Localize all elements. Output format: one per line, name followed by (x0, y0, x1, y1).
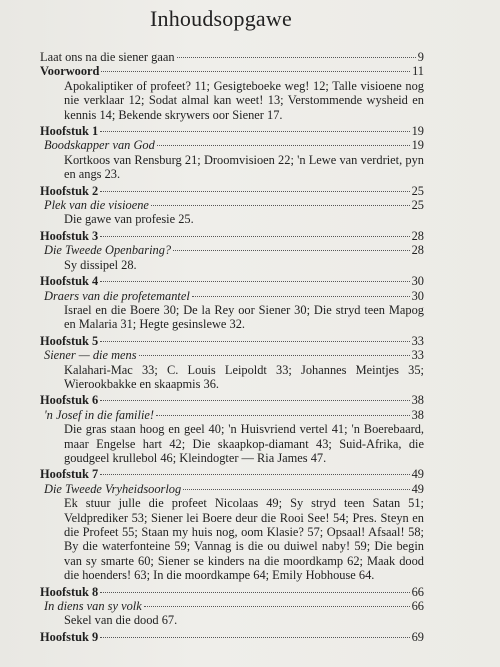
toc-page-number: 30 (411, 288, 424, 303)
toc-page-number: 49 (411, 481, 424, 496)
dot-leader (100, 191, 409, 192)
toc-page-number: 49 (411, 467, 424, 482)
toc-page-number: 33 (411, 348, 424, 363)
dot-leader (156, 415, 410, 416)
toc-chapter-entry[interactable] (40, 393, 424, 407)
toc-page-number: 9 (417, 50, 424, 64)
toc-entry-label: Hoofstuk 9 (40, 629, 99, 644)
toc-chapter-entry[interactable] (40, 585, 424, 599)
dot-leader (100, 637, 409, 638)
toc-description: Ek stuur julle die profeet Nicolaas 49; Sy stryd teen Satan 51; Veldprediker 53; Siener lei Boere deur die Rooi See! 54; Pres. Steyn en die Profeet 55; Staan my huis nog, oom Klasie? 57; Opsaal! Afsaal! 58; By die waterfonteine 59; Vannag is die ou duiwel naby! 59; Die begin van sy smarte 60; Siener se kinders na die moordkamp 62; Maak dood die hoenders! 63; In die moordkampe 64; Emily Hobhouse 64. (64, 496, 424, 583)
toc-chapter-entry[interactable] (40, 467, 424, 481)
dot-leader (139, 355, 410, 356)
dot-leader (192, 296, 410, 297)
toc-entry-label: Hoofstuk 7 (40, 467, 99, 482)
toc-page-number: 25 (411, 198, 424, 213)
toc-page-number: 66 (411, 599, 424, 614)
toc-description: Sekel van die dood 67. (64, 613, 178, 628)
toc-entry-label: Laat ons na die siener gaan (40, 50, 175, 64)
toc-description: Die gras staan hoog en geel 40; 'n Huisvriend vertel 41; 'n Boerebaard, maar Engelse hart 42; Die skaapkop-diamant 43; Suid-Afrika, die goudgeel krullebol 46; Kleindogter — Ria James 47. (64, 422, 424, 465)
dot-leader (100, 236, 409, 237)
toc-page-number: 30 (411, 274, 424, 289)
toc-entry-label: Hoofstuk 1 (40, 124, 99, 139)
toc-entry-label: Voorwoord (40, 64, 100, 79)
toc-chapter-entry[interactable] (40, 229, 424, 243)
toc-chapter-title-entry[interactable] (40, 482, 424, 496)
toc-page-number: 19 (411, 138, 424, 153)
toc-chapter-title-entry[interactable] (40, 289, 424, 303)
toc-description: Kalahari-Mac 33; C. Louis Leipoldt 33; Johannes Meintjes 35; Wierookbakke en skaapmis 36. (64, 362, 424, 391)
toc-entry-label: 'n Josef in die familie! (44, 407, 155, 422)
toc-page-number: 33 (411, 333, 424, 348)
toc-chapter-entry[interactable] (40, 630, 424, 644)
toc-entry-label: Hoofstuk 5 (40, 333, 99, 348)
toc-page-number: 19 (411, 124, 424, 139)
toc-chapter-title-entry[interactable] (40, 198, 424, 212)
toc-page-number: 38 (411, 393, 424, 408)
page-title: Inhoudsopgawe (150, 6, 292, 31)
dot-leader (101, 71, 410, 72)
toc-page-number: 69 (411, 629, 424, 644)
toc-description: Sy dissipel 28. (64, 257, 137, 272)
dot-leader (157, 145, 410, 146)
toc-page-number: 28 (411, 228, 424, 243)
toc-entry-label: Die Tweede Openbaring? (44, 243, 172, 258)
toc-page-number: 28 (411, 243, 424, 258)
toc-page-number: 66 (411, 584, 424, 599)
toc-chapter-entry[interactable] (40, 64, 424, 78)
toc-entry-label: Hoofstuk 3 (40, 228, 99, 243)
dot-leader (100, 400, 409, 401)
toc-entry-label: Hoofstuk 8 (40, 584, 99, 599)
toc-entry-label: Hoofstuk 6 (40, 393, 99, 408)
toc-chapter-title-entry[interactable] (40, 408, 424, 422)
dot-leader (100, 281, 409, 282)
toc-entry[interactable] (40, 50, 424, 64)
table-of-contents (40, 50, 424, 644)
dot-leader (151, 205, 410, 206)
toc-description: Kortkoos van Rensburg 21; Droomvisioen 22; 'n Lewe van verdriet, pyn en angs 23. (64, 152, 424, 182)
toc-chapter-title-entry[interactable] (40, 599, 424, 613)
dot-leader (100, 592, 409, 593)
dot-leader (144, 606, 410, 607)
toc-chapter-entry[interactable] (40, 124, 424, 138)
toc-page-number: 11 (412, 64, 424, 79)
toc-chapter-entry[interactable] (40, 334, 424, 348)
toc-page-number: 38 (411, 407, 424, 422)
toc-entry-label: Hoofstuk 4 (40, 274, 99, 289)
toc-entry-label: Die Tweede Vryheidsoorlog (44, 481, 182, 496)
dot-leader (173, 250, 410, 251)
toc-chapter-entry[interactable] (40, 184, 424, 198)
toc-description: Die gawe van profesie 25. (64, 212, 194, 227)
toc-chapter-title-entry[interactable] (40, 348, 424, 362)
toc-description: Apokaliptiker of profeet? 11; Gesigteboeke weg! 12; Talle visioene nog nie verklaar 12; Sodat almal kan weet! 13; Verstommende wysheid en kennis 14; Bekende skrywers oor Siener 17. (64, 78, 424, 122)
dot-leader (177, 57, 416, 58)
toc-entry-label: Boodskapper van God (44, 138, 155, 153)
dot-leader (100, 474, 409, 475)
toc-entry-label: Plek van die visioene (44, 198, 149, 213)
toc-description: Israel en die Boere 30; De la Rey oor Siener 30; Die stryd teen Mapog en Malaria 31; Hegte gesinslewe 32. (64, 302, 424, 332)
toc-page-number: 25 (411, 183, 424, 198)
toc-entry-label: Draers van die profetemantel (44, 288, 190, 303)
toc-chapter-title-entry[interactable] (40, 138, 424, 152)
toc-entry-label: Siener — die mens (44, 348, 137, 363)
toc-chapter-entry[interactable] (40, 274, 424, 288)
dot-leader (100, 131, 409, 132)
toc-entry-label: Hoofstuk 2 (40, 183, 99, 198)
dot-leader (183, 489, 409, 490)
dot-leader (100, 341, 409, 342)
toc-chapter-title-entry[interactable] (40, 243, 424, 257)
toc-entry-label: In diens van sy volk (44, 599, 142, 614)
